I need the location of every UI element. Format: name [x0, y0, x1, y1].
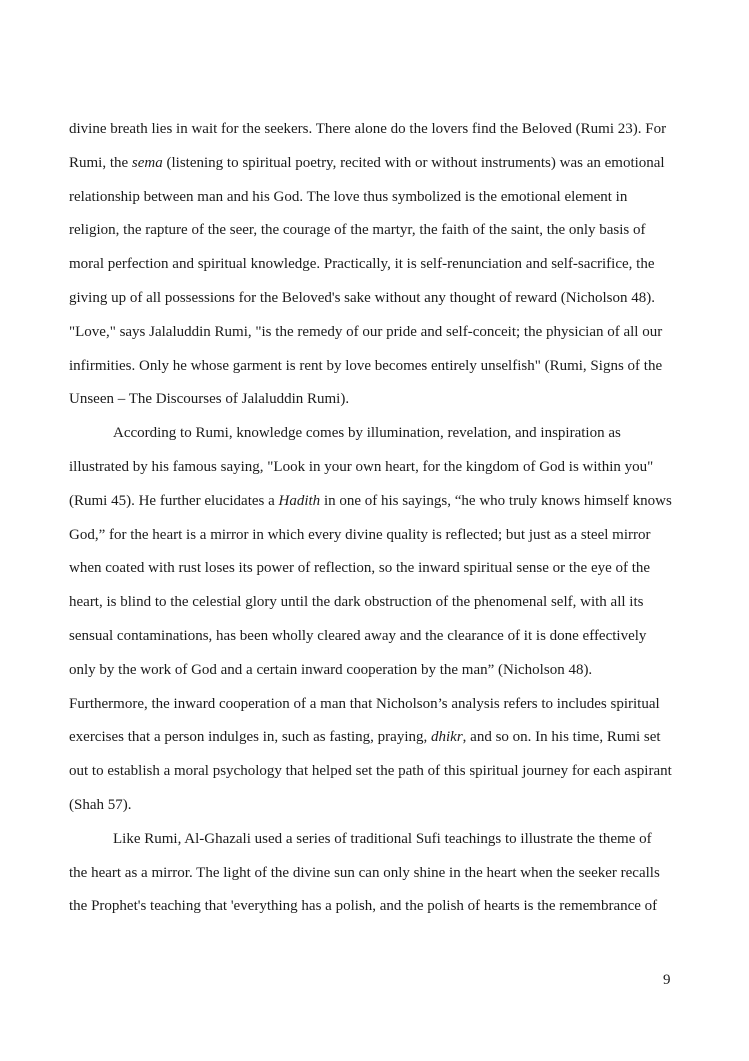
italic-text-run: dhikr — [431, 729, 463, 746]
italic-text-run: sema — [131, 154, 163, 171]
text-run: , and so on. In his time, Rumi set out to establish a moral psychology that helped set the path of this spiritual journey for each aspirant (Shah 57). — [69, 729, 672, 813]
page-number: 9 — [663, 972, 671, 988]
text-run: According to Rumi, knowledge comes by illumination, revelation, and inspiration as illustrated by his famous saying, "Look in your own heart, for the kingdom of God is within you" (Rumi 45). He further elucidates a — [69, 425, 654, 509]
paragraph — [69, 417, 673, 823]
text-run: divine breath lies in wait for the seekers. There alone do the lovers find the Beloved (Rumi 23). For Rumi, the — [69, 121, 667, 171]
text-run: in one of his sayings, “he who truly knows himself knows God,” for the heart is a mirror in which every divine quality is reflected; but just as a steel mirror when coated with rust loses its power of reflection, so the inward spiritual sense or the eye of the heart, is blind to the celestial glory until the dark obstruction of the phenomenal self, with all its sensual contaminations, has been wholly cleared away and the clearance of it is done effectively only by the work of God and a certain inward cooperation by the man” (Nicholson 48). Furthermore, the inward cooperation of a man that Nicholson’s analysis refers to includes spiritual exercises that a person indulges in, such as fasting, praying, — [69, 492, 672, 746]
text-run: (listening to spiritual poetry, recited with or without instruments) was an emotional relationship between man and his God. The love thus symbolized is the emotional element in religion, the rapture of the seer, the courage of the martyr, the faith of the saint, the only basis of moral perfection and spiritual knowledge. Practically, it is self-renunciation and self-sacrifice, the giving up of all possessions for the Beloved's sake without any thought of reward (Nicholson 48). "Love," says Jalaluddin Rumi, "is the remedy of our pride and self-conceit; the physician of all our infirmities. Only he whose garment is rent by love becomes entirely unselfish" (Rumi, Signs of the Unseen – The Discourses of Jalaluddin Rumi). — [69, 154, 665, 408]
document-body — [69, 113, 673, 924]
italic-text-run: Hadith — [278, 492, 321, 509]
text-run: Like Rumi, Al-Ghazali used a series of traditional Sufi teachings to illustrate the theme of the heart as a mirror. The light of the divine sun can only shine in the heart when the seeker recalls the Prophet's teaching that 'everything has a polish, and the polish of hearts is the remembrance of — [69, 830, 660, 915]
paragraph — [69, 113, 673, 417]
paragraph — [69, 823, 673, 924]
